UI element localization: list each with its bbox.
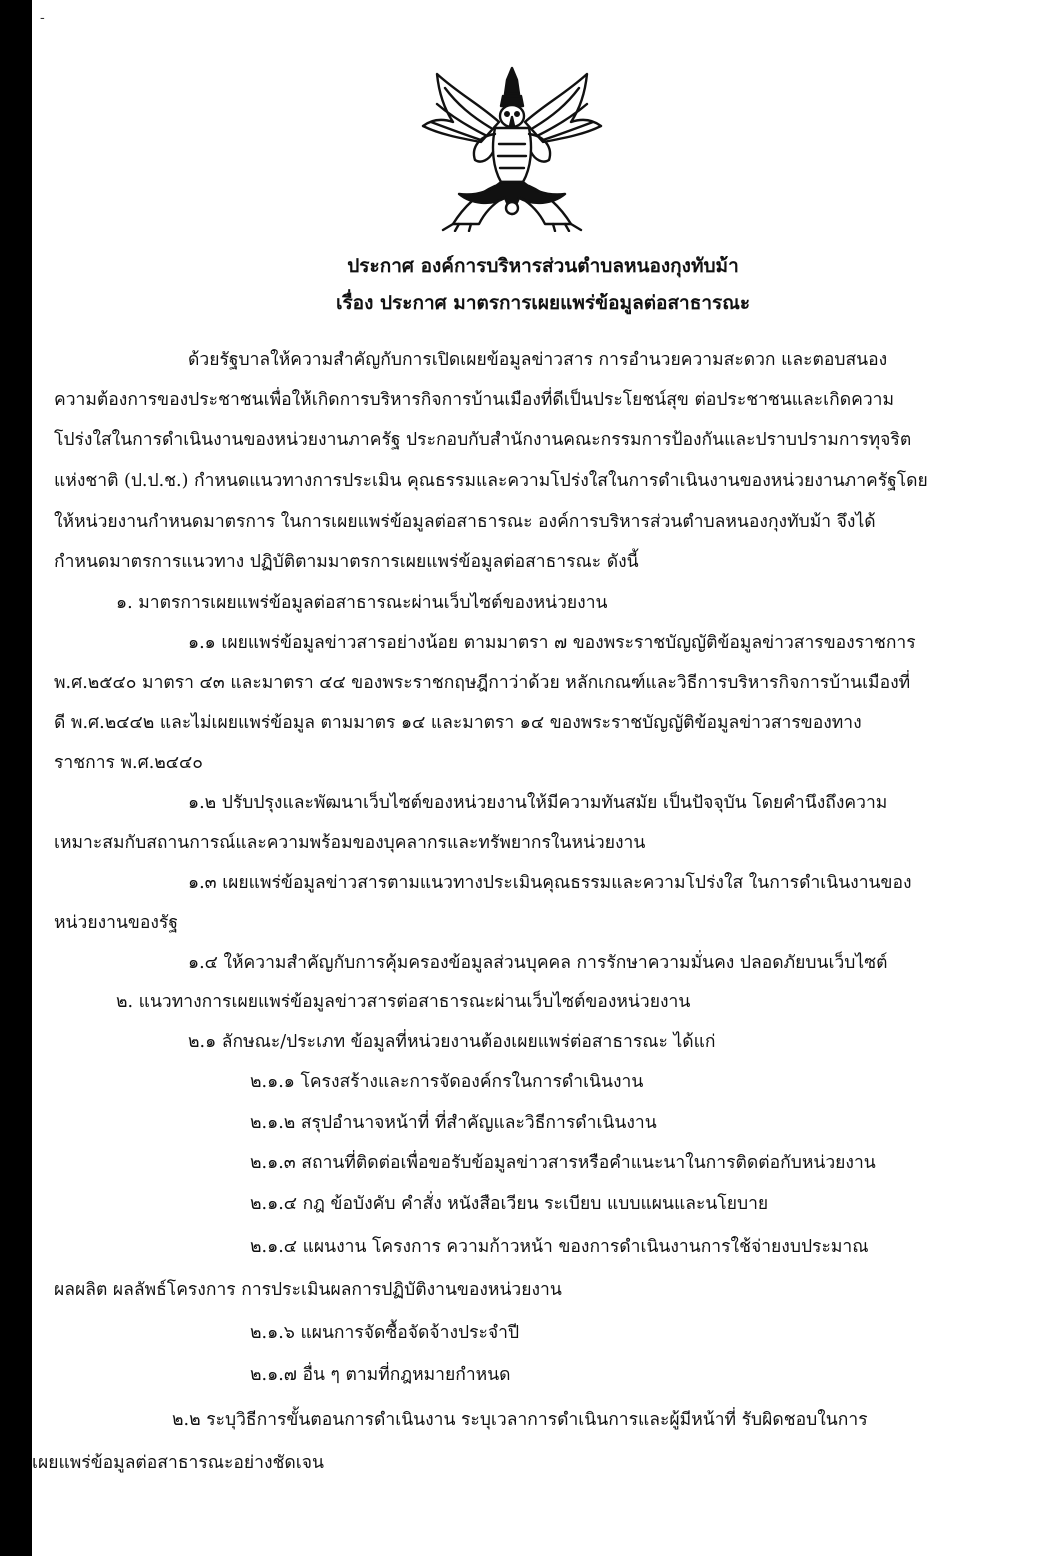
sub-clause: ๒.๑.๒ สรุปอำนาจหน้าที่ ที่สำคัญและวิธีการดำเนินงาน: [250, 1113, 657, 1133]
clause-2-2: เผยแพร่ข้อมูลต่อสาธารณะอย่างชัดเจน: [32, 1453, 324, 1473]
clause-1-2: ๑.๒ ปรับปรุงและพัฒนาเว็บไซต์ของหน่วยงานให้มีความทันสมัย เป็นปัจจุบัน โดยคำนึงถึงความ: [188, 793, 888, 813]
sub-clause: ๒.๑.๖ แผนการจัดซื้อจัดจ้างประจำปี: [250, 1323, 520, 1343]
clause-1-1: ราชการ พ.ศ.๒๔๔๐: [54, 753, 203, 773]
intro-line: ให้หน่วยงานกำหนดมาตรการ ในการเผยแพร่ข้อมูลต่อสาธารณะ องค์การบริหารส่วนตำบลหนองกุงทับม้า จึงได้: [54, 512, 876, 532]
sub-clause: ๒.๑.๔ กฎ ข้อบังคับ คำสั่ง หนังสือเวียน ระเบียบ แบบแผนและนโยบาย: [250, 1194, 769, 1214]
sub-clause: ๒.๑.๗ อื่น ๆ ตามที่กฎหมายกำหนด: [250, 1365, 511, 1385]
garuda-emblem: [419, 64, 605, 232]
sub-clause: ผลผลิต ผลลัพธ์โครงการ การประเมินผลการปฏิบัติงานของหน่วยงาน: [54, 1280, 562, 1300]
intro-line: ความต้องการของประชาชนเพื่อให้เกิดการบริหารกิจการบ้านเมืองที่ดีเป็นประโยชน์สุข ต่อประชาชนและเกิดความ: [54, 390, 895, 410]
clause-2-1: ๒.๑ ลักษณะ/ประเภท ข้อมูลที่หน่วยงานต้องเผยแพร่ต่อสาธารณะ ได้แก่: [188, 1032, 716, 1052]
sub-clause: ๒.๑.๓ สถานที่ติดต่อเพื่อขอรับข้อมูลข่าวสารหรือคำแนะนาในการติดต่อกับหน่วยงาน: [250, 1153, 876, 1173]
clause-2-2: ๒.๒ ระบุวิธีการขั้นตอนการดำเนินงาน ระบุเวลาการดำเนินการและผู้มีหน้าที่ รับผิดชอบในการ: [172, 1410, 868, 1430]
sub-clause: ๒.๑.๔ แผนงาน โครงการ ความก้าวหน้า ของการดำเนินงานการใช้จ่ายงบประมาณ: [250, 1237, 869, 1257]
intro-line: ด้วยรัฐบาลให้ความสำคัญกับการเปิดเผยข้อมูลข่าวสาร การอำนวยความสะดวก และตอบสนอง: [188, 350, 888, 370]
announcement-subject: เรื่อง ประกาศ มาตรการเผยแพร่ข้อมูลต่อสาธารณะ: [335, 292, 751, 314]
section-2-heading: ๒. แนวทางการเผยแพร่ข้อมูลข่าวสารต่อสาธารณะผ่านเว็บไซต์ของหน่วยงาน: [116, 992, 691, 1012]
clause-1-4: ๑.๔ ให้ความสำคัญกับการคุ้มครองข้อมูลส่วนบุคคล การรักษาความมั่นคง ปลอดภัยบนเว็บไซต์: [188, 953, 888, 973]
clause-1-1: ดี พ.ศ.๒๔๔๒ และไม่เผยแพร่ข้อมูล ตามมาตร ๑๔ และมาตรา ๑๔ ของพระราชบัญญัติข้อมูลข่าวสารของทาง: [54, 713, 862, 733]
sub-clause: ๒.๑.๑ โครงสร้างและการจัดองค์กรในการดำเนินงาน: [250, 1072, 644, 1092]
clause-1-1: ๑.๑ เผยแพร่ข้อมูลข่าวสารอย่างน้อย ตามมาตรา ๗ ของพระราชบัญญัติข้อมูลข่าวสารของราชการ: [188, 633, 916, 653]
clause-1-2: เหมาะสมกับสถานการณ์และความพร้อมของบุคลากรและทรัพยากรในหน่วยงาน: [54, 833, 646, 853]
document-page: [32, 0, 1054, 1556]
intro-line: กำหนดมาตรการแนวทาง ปฏิบัติตามมาตรการเผยแพร่ข้อมูลต่อสาธารณะ ดังนี้: [54, 552, 639, 572]
scan-mark: -: [40, 10, 45, 26]
clause-1-3: ๑.๓ เผยแพร่ข้อมูลข่าวสารตามแนวทางประเมินคุณธรรมและความโปร่งใส ในการดำเนินงานของ: [188, 873, 912, 893]
intro-line: แห่งชาติ (ป.ป.ช.) กำหนดแนวทางการประเมิน คุณธรรมและความโปร่งใสในการดำเนินงานของหน่วยงานภาครัฐโดย: [54, 471, 928, 491]
intro-line: โปร่งใสในการดำเนินงานของหน่วยงานภาครัฐ ประกอบกับสำนักงานคณะกรรมการป้องกันและปราบปรามการทุจริต: [54, 430, 912, 450]
clause-1-1: พ.ศ.๒๕๔๐ มาตรา ๔๓ และมาตรา ๔๔ ของพระราชกฤษฎีกาว่าด้วย หลักเกณฑ์และวิธีการบริหารกิจการบ้านเมืองที่: [54, 673, 911, 693]
clause-1-3: หน่วยงานของรัฐ: [54, 913, 178, 933]
announcement-title: ประกาศ องค์การบริหารส่วนตำบลหนองกุงทับม้า: [347, 255, 739, 277]
section-1-heading: ๑. มาตรการเผยแพร่ข้อมูลต่อสาธารณะผ่านเว็บไซต์ของหน่วยงาน: [116, 593, 608, 613]
